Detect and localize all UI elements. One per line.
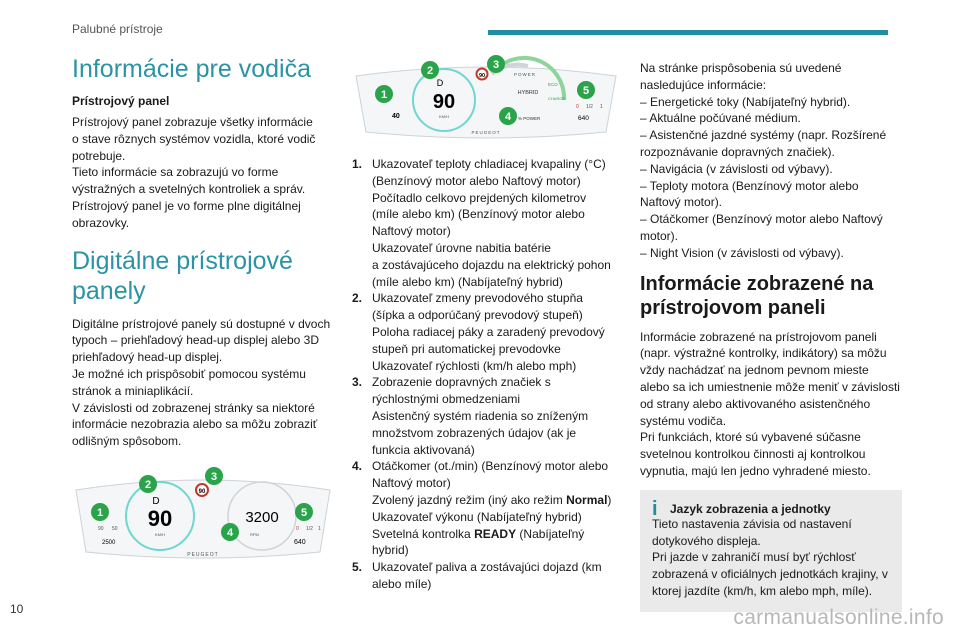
svg-text:5: 5 <box>300 506 308 519</box>
callout-5 <box>577 81 595 99</box>
callout-4 <box>221 523 239 541</box>
info-icon: i <box>652 497 658 520</box>
callout-1 <box>375 85 393 103</box>
info-box-title: Jazyk zobrazenia a jednotky <box>670 501 831 516</box>
callout-3 <box>205 467 223 485</box>
svg-text:1: 1 <box>96 506 104 519</box>
svg-text:90: 90 <box>478 73 486 79</box>
brand-text: PEUGEOT <box>471 130 501 135</box>
rpm-unit: RPM <box>250 531 259 537</box>
svg-text:3: 3 <box>492 59 500 71</box>
fuel-mark-full: 1 <box>318 525 321 532</box>
svg-text:4: 4 <box>226 526 234 539</box>
range-value: 640 <box>578 115 589 122</box>
page-number: 10 <box>10 602 24 616</box>
cluster-illustration-hybrid <box>352 54 620 142</box>
svg-text:1: 1 <box>380 89 388 101</box>
range-value: 640 <box>294 538 306 546</box>
header-accent-bar <box>488 30 888 35</box>
svg-text:4: 4 <box>504 111 512 123</box>
list-item: 3. Zobrazenie dopravných značiek s rýchlostnými obmedzeniami Asistenčný systém riadenia so zníženým množstvom zobrazených údajov (ak je funkcia aktivovaná) <box>352 375 589 457</box>
callout-3 <box>487 55 505 73</box>
svg-text:2: 2 <box>426 65 434 77</box>
column-middle <box>352 54 620 593</box>
gear-indicator: D <box>436 78 444 88</box>
brand-text: PEUGEOT <box>187 551 219 558</box>
fuel-mark-empty: 0 <box>296 525 299 532</box>
fuel-mark-empty: 0 <box>576 104 579 110</box>
section-title-displayed-info: Informácie zobrazené na prístrojovom paneli <box>640 272 874 319</box>
section-title-digital-panels: Digitálne prístrojové panely <box>72 246 293 305</box>
svg-text:90: 90 <box>198 488 206 495</box>
rpm-value: 3200 <box>245 508 279 526</box>
fuel-mark-half: 1/2 <box>306 525 313 532</box>
callout-2 <box>421 61 439 79</box>
odometer-value: 2500 <box>102 539 116 546</box>
speed-value: 90 <box>147 505 173 531</box>
paragraph-displayed-info: Informácie zobrazené na prístrojovom paneli (napr. výstražné kontrolky, indikátory) sa môžu vždy nachádzať na jednom pevnom mieste alebo sa ich umiestnenie môže meniť v závislosti od strany alebo aktivovaného asistenčného systému vodiča. Pri funkciách, ktoré sú vybavené súčasne svetelnou kontrolkou činnosti aj kontrolkou vypnutia, majú len jedno vyhradené miesto. <box>640 329 900 478</box>
paragraph-customization: Na stránke prispôsobenia sú uvedené nasledujúce informácie: <box>640 61 842 92</box>
list-item: 4. Otáčkomer (ot./min) (Benzínový motor alebo Naftový motor) Zvolený jazdný režim (iný ako režim Normal) Ukazovateľ výkonu (Nabíjateľný hybrid) Svetelná kontrolka READY (Nabíjateľný hybrid) <box>352 459 612 558</box>
battery-range: 40 <box>392 113 400 120</box>
gauge-label-power: POWER <box>514 72 537 77</box>
temp-tick-low: 90 <box>98 525 104 532</box>
cluster-illustration-petrol <box>72 464 334 564</box>
speed-limit-sign <box>196 484 208 496</box>
power-percent: % POWER <box>518 116 541 121</box>
callout-1 <box>91 503 109 521</box>
speed-unit: KM/H <box>439 114 449 119</box>
speed-value: 90 <box>432 91 456 113</box>
mode-label: HYBRID <box>517 90 539 96</box>
temp-tick-high: 50 <box>112 525 118 532</box>
info-box <box>640 490 902 612</box>
running-header: Palubné prístroje <box>72 22 163 36</box>
gauge-label-eco: ECO <box>548 82 558 87</box>
callout-5 <box>295 503 313 521</box>
column-left <box>72 54 334 564</box>
callout-2 <box>139 475 157 493</box>
gauge-label-charge: CHARGE <box>548 96 566 101</box>
fuel-mark-full: 1 <box>600 104 603 110</box>
svg-text:3: 3 <box>210 470 218 483</box>
info-box-text: Tieto nastavenia závisia od nastavení dotykového displeja. Pri jazde v zahraničí musí byť rýchlosť zobrazená v oficiálnych jednotkách krajiny, v ktorej jazdíte (km/h, km alebo mph, míle). <box>652 516 888 598</box>
gear-indicator: D <box>152 495 160 507</box>
callout-legend-list <box>352 156 620 593</box>
paragraph-digital-panels: Digitálne prístrojové panely sú dostupné v dvoch typoch – priehľadový head-up displej alebo 3D priehľadový head-up displej. Je možné ich prispôsobiť pomocou systému stránok a miniaplikácií. V závislosti od zobrazenej stránky sa niektoré informácie nezobrazia alebo sa môžu zobraziť odlišným spôsobom. <box>72 316 331 449</box>
section-title-driver-info: Informácie pre vodiča <box>72 55 312 83</box>
svg-text:2: 2 <box>144 478 152 491</box>
column-right <box>640 60 902 612</box>
watermark: carmanualsonline.info <box>733 606 944 629</box>
fuel-mark-half: 1/2 <box>586 104 593 110</box>
svg-text:5: 5 <box>582 85 590 97</box>
list-item: 5. Ukazovateľ paliva a zostávajúci dojazd (km alebo míle) <box>352 560 602 591</box>
speed-unit: KM/H <box>155 531 165 537</box>
list-item: 2. Ukazovateľ zmeny prevodového stupňa (šípka a odporúčaný prevodový stupeň) Poloha radiacej páky a zaradený prevodový stupeň pri automatickej prevodovke Ukazovateľ rýchlosti (km/h alebo mph) <box>352 291 605 373</box>
dash-list-customization: – Energetické toky (Nabíjateľný hybrid). – Aktuálne počúvané médium. – Asistenčné jazdné systémy (napr. Rozšírené rozpoznávanie dopravných značiek). – Navigácia (v závislosti od výbavy). – Teploty motora (Benzínový motor alebo Naftový motor). – Otáčkomer (Benzínový motor alebo Naftový motor). – Night Vision (v závislosti od výbavy). <box>640 94 887 260</box>
subheading-instrument-panel: Prístrojový panel <box>72 94 170 108</box>
list-item: 1. Ukazovateľ teploty chladiacej kvapaliny (°C) (Benzínový motor alebo Naftový motor) Počítadlo celkovo prejdených kilometrov (míle alebo km) (Benzínový motor alebo Naftový motor) Ukazovateľ úrovne nabitia batérie a zostávajúceho dojazdu na elektrický pohon (míle alebo km) (Nabíjateľný hybrid) <box>352 157 611 289</box>
paragraph-instrument-panel: Prístrojový panel zobrazuje všetky informácie o stave rôznych systémov vozidla, ktoré vodič potrebuje. Tieto informácie sa zobrazujú vo forme výstražných a svetelných kontroliek a správ. Prístrojový panel je vo forme plne digitálnej obrazovky. <box>72 115 316 230</box>
speed-limit-sign <box>477 69 488 80</box>
callout-4 <box>499 107 517 125</box>
